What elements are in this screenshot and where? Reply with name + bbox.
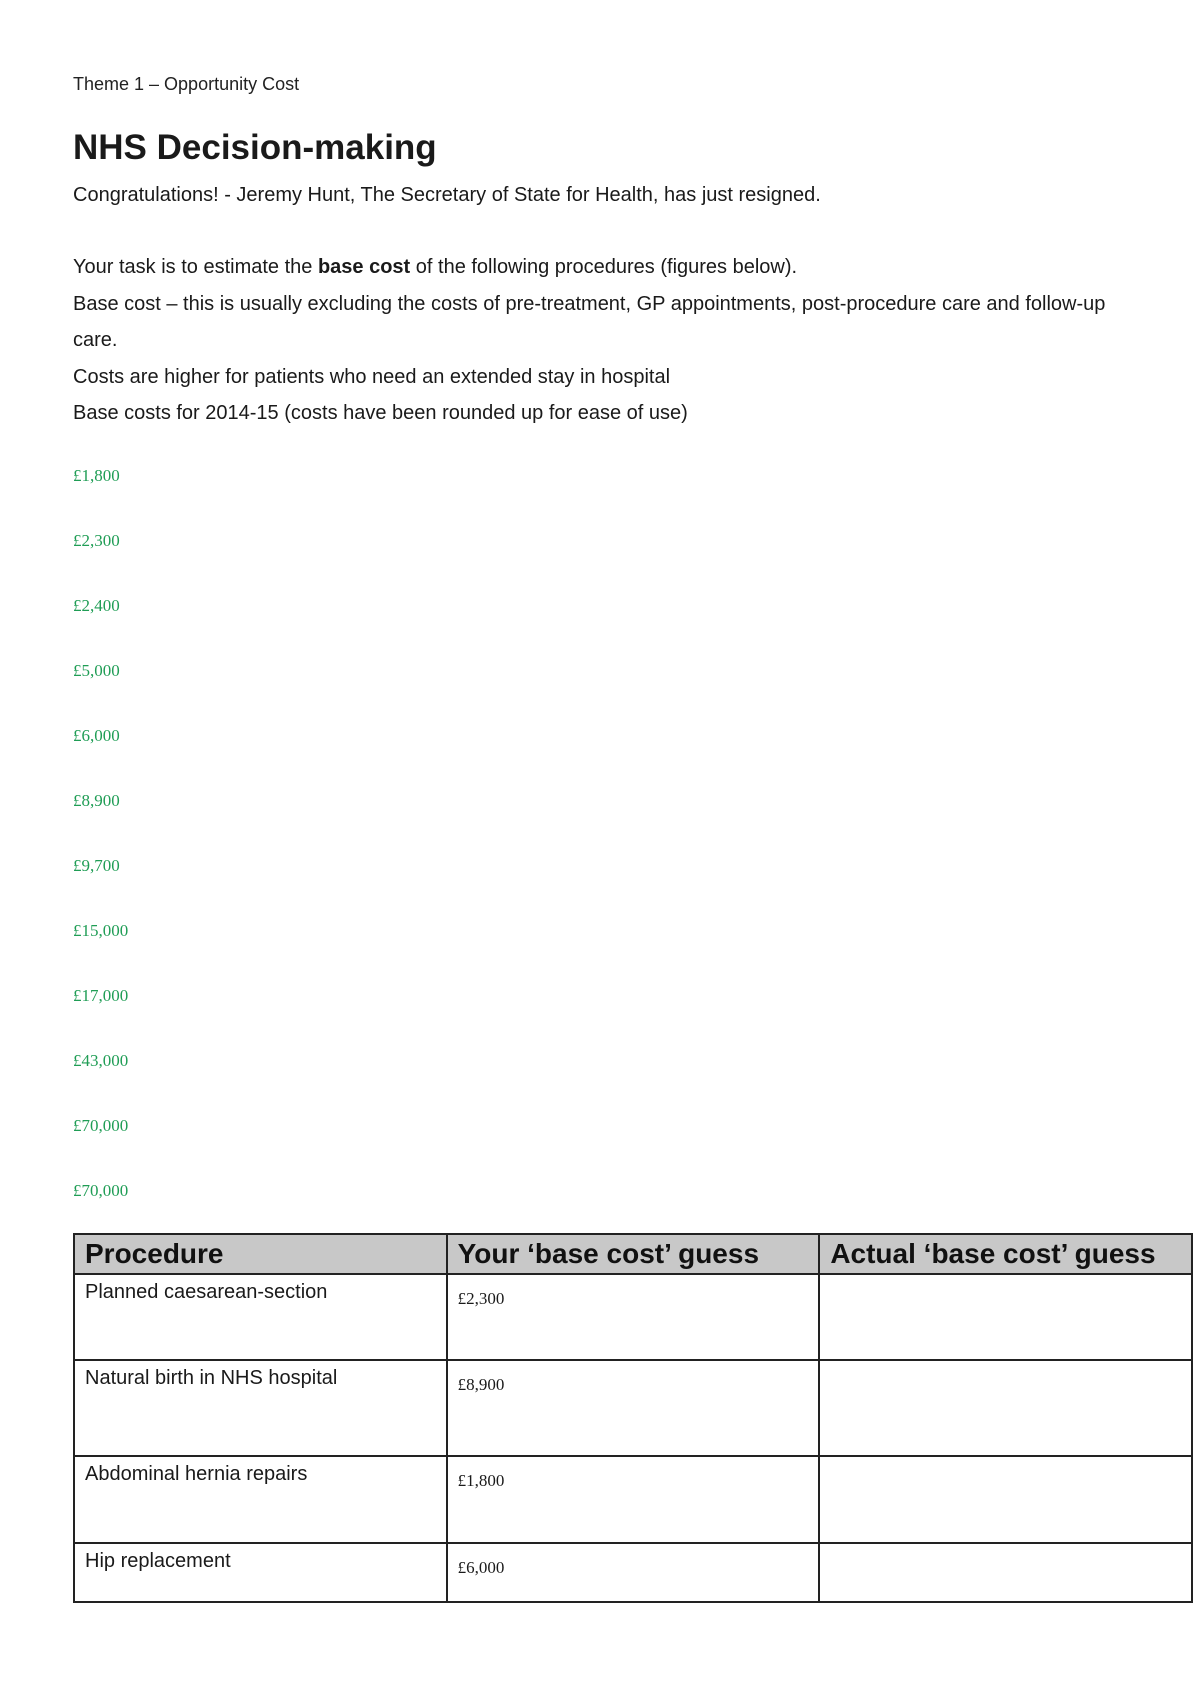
- task-line-1: [73, 249, 1153, 286]
- procedure-cell: Planned caesarean-section: [74, 1274, 447, 1360]
- table-row: [74, 1456, 1192, 1543]
- cost-figure: £6,000: [73, 726, 120, 745]
- table-row: [74, 1360, 1192, 1456]
- intro-text: Congratulations! - Jeremy Hunt, The Secretary of State for Health, has just resigned.: [73, 184, 821, 206]
- procedure-table: [73, 1233, 1193, 1603]
- header-procedure: Procedure: [74, 1234, 447, 1274]
- task-description: [73, 249, 1153, 432]
- task-line-1-suffix: of the following procedures (figures below).: [410, 256, 798, 278]
- task-line-1-bold: base cost: [317, 256, 411, 278]
- header-your-guess: Your ‘base cost’ guess: [447, 1234, 820, 1274]
- table-header-row: [74, 1234, 1192, 1274]
- procedure-cell: Abdominal hernia repairs: [74, 1456, 447, 1543]
- task-line-3: Costs are higher for patients who need an extended stay in hospital: [73, 365, 671, 388]
- cost-figure: £43,000: [73, 1051, 129, 1070]
- procedure-cell: Natural birth in NHS hospital: [74, 1360, 447, 1456]
- guess-cell[interactable]: £6,000: [447, 1543, 820, 1602]
- task-line-2: Base cost – this is usually excluding the costs of pre-treatment, GP appointments, post-procedure care and follow-up care.: [73, 292, 1106, 351]
- actual-cell[interactable]: [819, 1274, 1192, 1360]
- cost-figure: £70,000: [73, 1116, 129, 1135]
- theme-header: Theme 1 – Opportunity Cost: [73, 74, 300, 94]
- cost-figure: £2,400: [73, 596, 120, 615]
- cost-figure: £70,000: [73, 1181, 129, 1200]
- actual-cell[interactable]: [819, 1360, 1192, 1456]
- guess-cell[interactable]: £1,800: [447, 1456, 820, 1543]
- table-row: [74, 1543, 1192, 1602]
- guess-cell[interactable]: £2,300: [447, 1274, 820, 1360]
- cost-figure: £9,700: [73, 856, 120, 875]
- cost-figure: £1,800: [73, 466, 120, 485]
- cost-figure: £17,000: [73, 986, 129, 1005]
- procedure-cell: Hip replacement: [74, 1543, 447, 1602]
- actual-cell[interactable]: [819, 1543, 1192, 1602]
- cost-figure: £8,900: [73, 791, 120, 810]
- page-title: NHS Decision-making: [73, 128, 437, 167]
- guess-cell[interactable]: £8,900: [447, 1360, 820, 1456]
- task-line-1-prefix: Your task is to estimate the: [73, 256, 318, 278]
- cost-figure: £2,300: [73, 531, 120, 550]
- header-actual: Actual ‘base cost’ guess: [819, 1234, 1192, 1274]
- task-line-4: Base costs for 2014-15 (costs have been rounded up for ease of use): [73, 402, 688, 424]
- table-row: [74, 1274, 1192, 1360]
- actual-cell[interactable]: [819, 1456, 1192, 1543]
- cost-figures-list: [73, 466, 128, 1246]
- cost-figure: £5,000: [73, 661, 120, 680]
- cost-figure: £15,000: [73, 921, 129, 940]
